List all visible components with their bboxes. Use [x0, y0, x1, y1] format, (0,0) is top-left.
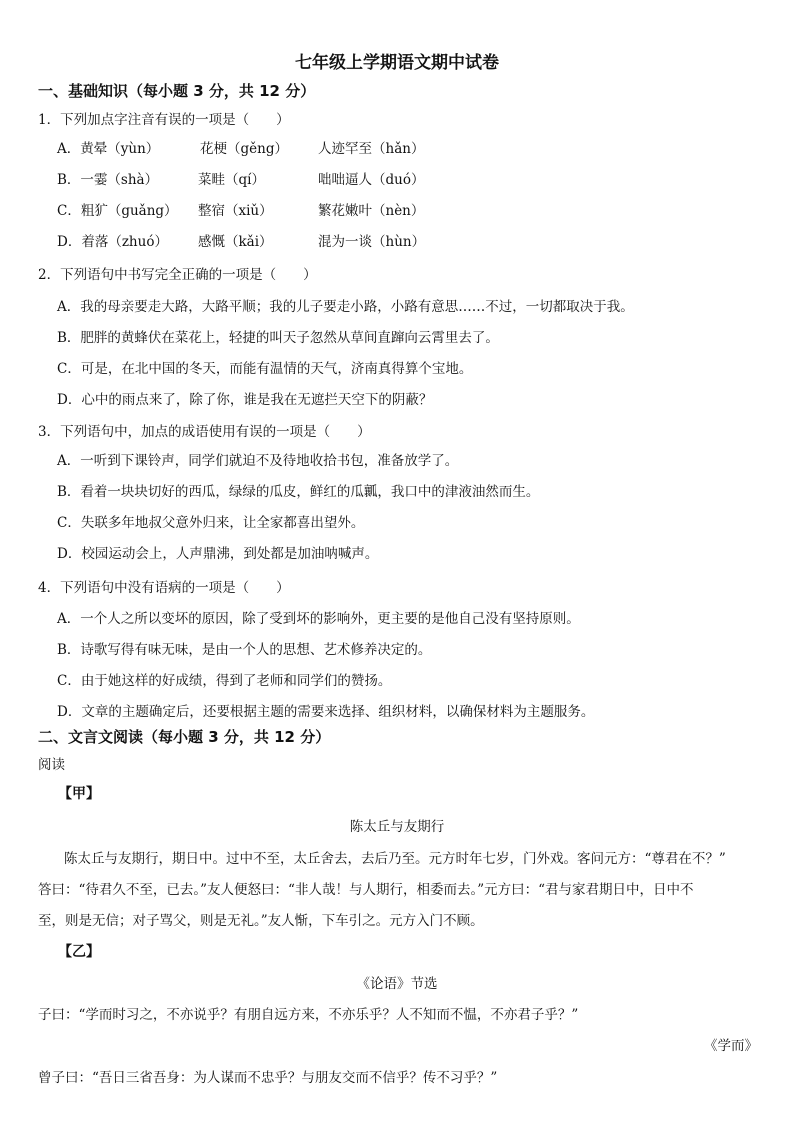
question-3-stem: 3．下列语句中，加点的成语使用有误的一项是（ ）: [38, 424, 371, 440]
q1-option-d-3: 混为一谈（hùn）: [318, 234, 426, 250]
passage-yi-title: 《论语》节选: [356, 976, 438, 992]
q1-option-c-1: C．粗犷（guǎng）: [57, 203, 178, 219]
exam-title: 七年级上学期语文期中试卷: [295, 53, 499, 73]
q2-option-b: B．肥胖的黄蜂伏在菜花上，轻捷的叫天子忽然从草间直蹿向云霄里去了。: [57, 330, 499, 346]
section-1-heading: 一、基础知识（每小题 3 分，共 12 分）: [38, 82, 316, 100]
q1-option-b-2: 菜畦（qí）: [198, 172, 265, 188]
passage-yi-line-1: 子曰：“学而时习之，不亦说乎？有朋自远方来，不亦乐乎？人不知而不愠，不亦君子乎？”: [38, 1007, 579, 1023]
reading-intro: 阅读: [38, 757, 65, 773]
passage-jia-line-2: 答曰：“待君久不至，已去。”友人便怒曰：“非人哉！与人期行，相委而去。”元方曰：“君与家君期日中，日中不: [38, 882, 694, 898]
q2-option-d: D．心中的雨点来了，除了你，谁是我在无遮拦天空下的阴蔽？: [57, 392, 433, 408]
q1-option-d-2: 感慨（kǎi）: [198, 234, 273, 250]
passage-jia-label: 【甲】: [58, 786, 100, 802]
q3-option-d: D．校园运动会上，人声鼎沸，到处都是加油呐喊声。: [57, 546, 379, 562]
passage-yi-line-2: 曾子曰：“吾日三省吾身：为人谋而不忠乎？与朋友交而不信乎？传不习乎？”: [38, 1070, 498, 1086]
passage-yi-label: 【乙】: [58, 944, 100, 960]
q1-option-b-1: B．一霎（shà）: [57, 172, 159, 188]
passage-jia-title: 陈太丘与友期行: [349, 819, 445, 835]
q1-option-a-2: 花梗（gěng）: [200, 141, 288, 157]
q2-option-a: A．我的母亲要走大路，大路平顺；我的儿子要走小路，小路有意思……不过，一切都取决于我。: [57, 299, 634, 315]
section-2-heading: 二、文言文阅读（每小题 3 分，共 12 分）: [38, 728, 331, 746]
passage-jia-line-3: 至，则是无信；对子骂父，则是无礼。”友人惭，下车引之。元方入门不顾。: [38, 913, 484, 929]
passage-yi-source-1: 《学而》: [704, 1038, 758, 1054]
q4-option-a: A．一个人之所以变坏的原因，除了受到坏的影响外，更主要的是他自己没有坚持原则。: [57, 611, 580, 627]
q3-option-b: B．看着一块块切好的西瓜，绿绿的瓜皮，鲜红的瓜瓤，我口中的津液油然而生。: [57, 484, 540, 500]
q2-option-c: C．可是，在北中国的冬天，而能有温情的天气，济南真得算个宝地。: [57, 361, 473, 377]
q4-option-b: B．诗歌写得有味无味，是由一个人的思想、艺术修养决定的。: [57, 642, 432, 658]
passage-jia-line-1: 陈太丘与友期行，期日中。过中不至，太丘舍去，去后乃至。元方时年七岁，门外戏。客问元方：“尊君在不？”: [64, 851, 726, 867]
q4-option-c: C．由于她这样的好成绩，得到了老师和同学们的赞扬。: [57, 673, 392, 689]
question-1-stem: 1．下列加点字注音有误的一项是（ ）: [38, 112, 290, 128]
q1-option-b-3: 咄咄逼人（duó）: [318, 172, 425, 188]
question-2-stem: 2．下列语句中书写完全正确的一项是（ ）: [38, 267, 317, 283]
q3-option-c: C．失联多年地叔父意外归来，让全家都喜出望外。: [57, 515, 365, 531]
q1-option-d-1: D．着落（zhuó）: [57, 234, 168, 250]
q1-option-a-3: 人迹罕至（hǎn）: [318, 141, 425, 157]
q3-option-a: A．一听到下课铃声，同学们就迫不及待地收拾书包，准备放学了。: [57, 453, 459, 469]
question-4-stem: 4．下列语句中没有语病的一项是（ ）: [38, 580, 290, 596]
q1-option-a-1: A．黄晕（yùn）: [57, 141, 160, 157]
q1-option-c-2: 整宿（xiǔ）: [198, 203, 273, 219]
q4-option-d: D．文章的主题确定后，还要根据主题的需要来选择、组织材料，以确保材料为主题服务。: [57, 704, 595, 720]
q1-option-c-3: 繁花嫩叶（nèn）: [318, 203, 425, 219]
